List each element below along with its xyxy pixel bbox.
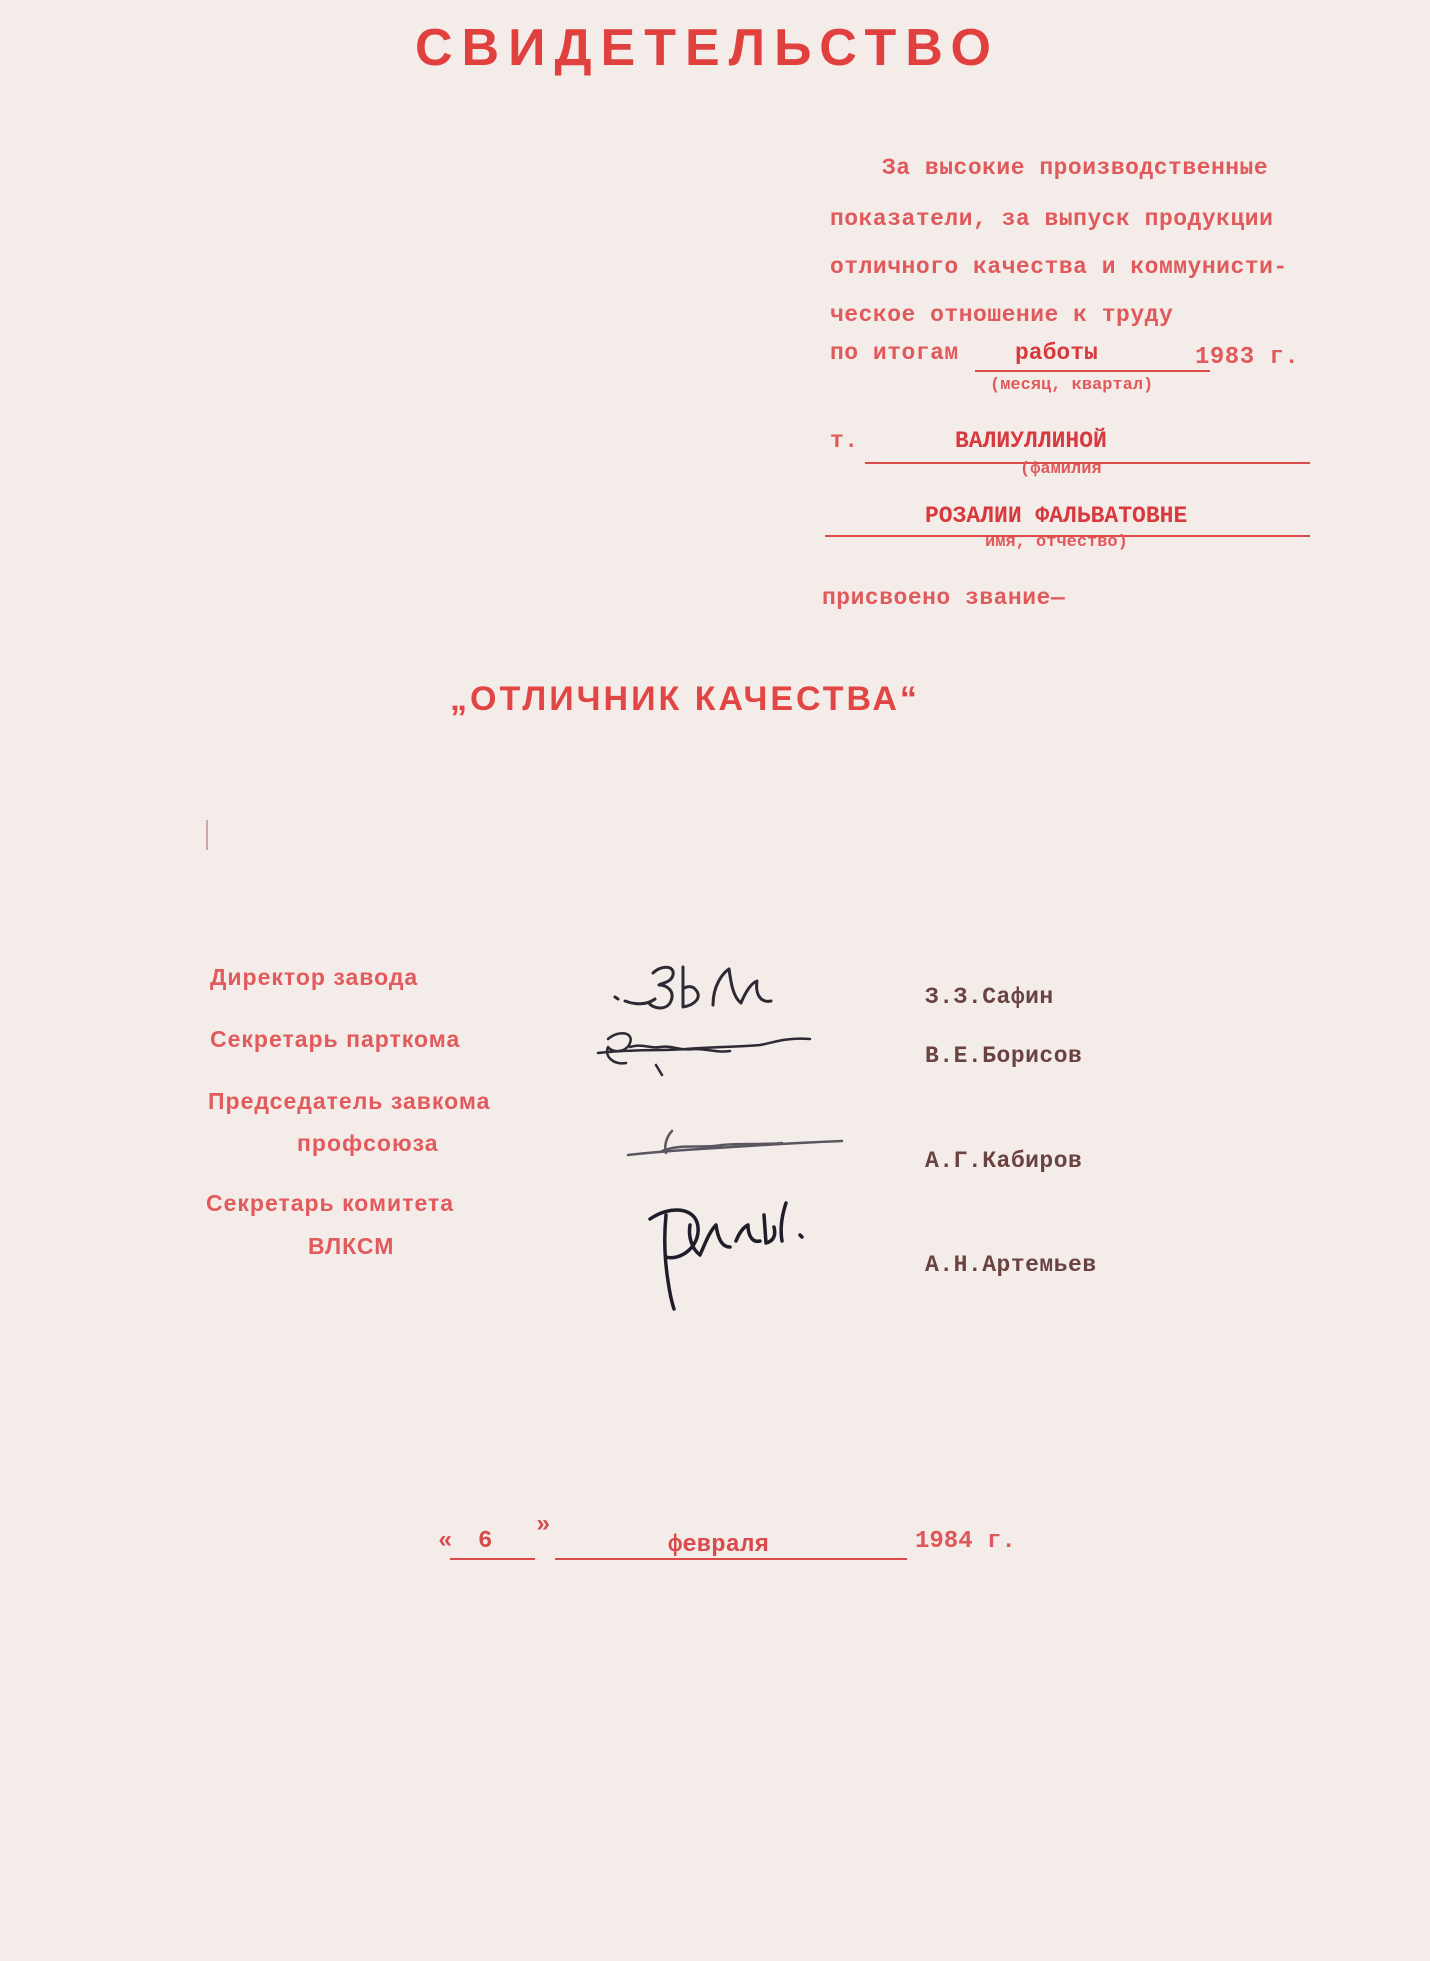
- signatory-role-3-line-1: Председатель завкома: [208, 1088, 491, 1114]
- awarded-text: присвоено звание—: [822, 585, 1066, 611]
- date-day-underline: [450, 1558, 535, 1560]
- body-line-4: ческое отношение к труду: [830, 302, 1174, 328]
- signature-director: [595, 955, 795, 1025]
- date-month: февраля: [668, 1532, 769, 1559]
- results-prefix: по итогам: [830, 340, 959, 366]
- paper-mark: [206, 820, 208, 850]
- results-year: 1983 г.: [1195, 344, 1300, 371]
- date-open-quote: «: [438, 1528, 453, 1555]
- body-line-2: показатели, за выпуск продукции: [830, 206, 1274, 232]
- date-close-quote: »: [536, 1512, 551, 1539]
- signatory-role-4-line-2: ВЛКСМ: [308, 1233, 395, 1259]
- surname-caption: (фамилия: [1020, 460, 1102, 479]
- signatory-name-2: В.Е.Борисов: [925, 1043, 1083, 1069]
- signature-union-chairman: [622, 1125, 852, 1165]
- signatory-role-4-line-1: Секретарь комитета: [206, 1190, 454, 1216]
- recipient-prefix: т.: [830, 428, 859, 454]
- signatory-name-1: З.З.Сафин: [925, 984, 1054, 1010]
- signatory-role-3-line-2: профсоюза: [297, 1130, 439, 1156]
- document-title: СВИДЕТЕЛЬСТВО: [415, 19, 1000, 77]
- date-day: 6: [478, 1528, 493, 1555]
- signature-komsomol-secretary: [640, 1185, 820, 1315]
- signatory-name-4: А.Н.Артемьев: [925, 1252, 1097, 1278]
- awarded-rank: „ОТЛИЧНИК КАЧЕСТВА“: [450, 680, 920, 718]
- signatory-name-3: А.Г.Кабиров: [925, 1148, 1083, 1174]
- results-value: работы: [1015, 340, 1098, 366]
- date-year: 1984 г.: [915, 1528, 1016, 1555]
- name-caption: имя, отчество): [985, 533, 1128, 552]
- results-underline: [975, 370, 1210, 372]
- signatory-role-1: Директор завода: [210, 964, 419, 990]
- name-patronymic: РОЗАЛИИ ФАЛЬВАТОВНЕ: [925, 503, 1188, 529]
- results-caption: (месяц, квартал): [990, 376, 1154, 395]
- body-line-1: За высокие производственные: [882, 155, 1269, 181]
- surname: ВАЛИУЛЛИНОЙ: [955, 428, 1107, 454]
- signatory-role-2: Секретарь парткома: [210, 1026, 461, 1052]
- signature-party-secretary: [590, 1025, 820, 1085]
- body-line-3: отличного качества и коммунисти-: [830, 254, 1288, 280]
